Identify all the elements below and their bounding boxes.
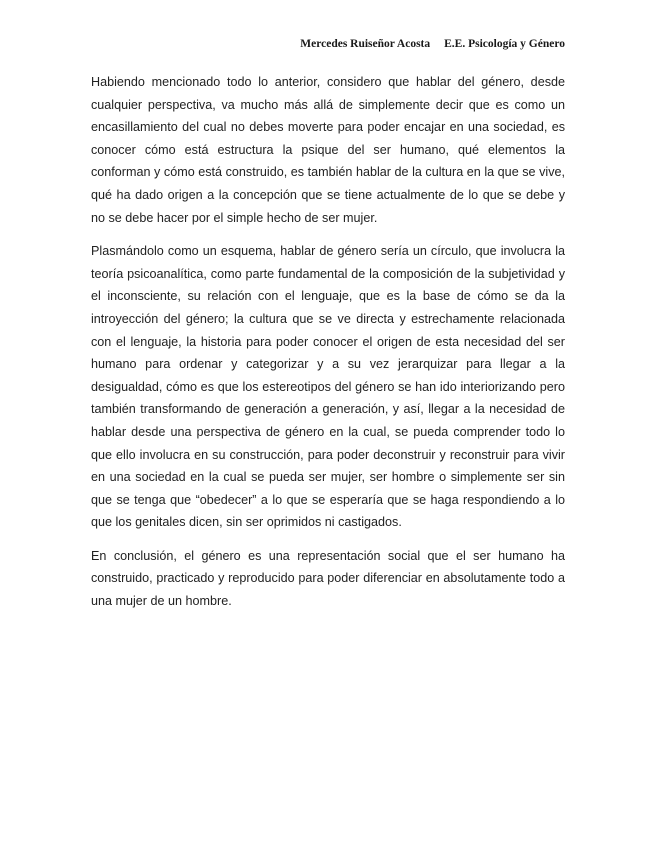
header-author: Mercedes Ruiseñor Acosta [300, 38, 431, 50]
paragraph-2: Plasmándolo como un esquema, hablar de género sería un círculo, que involucra la teoría psicoanalítica, como parte fundamental de la composición de la subjetividad y el inconsciente, su relación con el lenguaje, que es la base de cómo se da la introyección del género; la cultura que se ve directa y estrechamente relacionada con el lenguaje, la historia para poder conocer el origen de esta necesidad del ser humano para ordenar y categorizar y a su vez jerarquizar para llegar a la desigualdad, cómo es que los estereotipos del género se han ido interiorizando pero también transformando de generación a generación, y así, llegar a la necesidad de hablar desde una perspectiva de género en la cual, se pueda comprender todo lo que ello involucra en su construcción, para poder deconstruir y reconstruir para vivir en una sociedad en la cual se pueda ser mujer, ser hombre o simplemente ser sin que se tenga que “obedecer” a lo que se esperaría que se haga respondiendo a lo que los genitales dicen, sin ser oprimidos ni castigados. [91, 244, 565, 530]
paragraph-3: En conclusión, el género es una representación social que el ser humano ha construido, practicado y reproducido para poder diferenciar en absolutamente todo a una mujer de un hombre. [91, 548, 565, 609]
body-text [91, 71, 565, 624]
paragraph-1: Habiendo mencionado todo lo anterior, considero que hablar del género, desde cualquier perspectiva, va mucho más allá de simplemente decir que es como un encasillamiento del cual no debes moverte para poder encajar en una sociedad, es conocer cómo está estructura la psique del ser humano, qué elementos la conforman y cómo está construido, es también hablar de la cultura en la que se vive, qué ha dado origen a la concepción que se tiene actualmente de lo que se debe y no se debe hacer por el simple hecho de ser mujer. [91, 75, 565, 225]
running-header [300, 38, 565, 50]
header-course: E.E. Psicología y Género [444, 38, 565, 50]
